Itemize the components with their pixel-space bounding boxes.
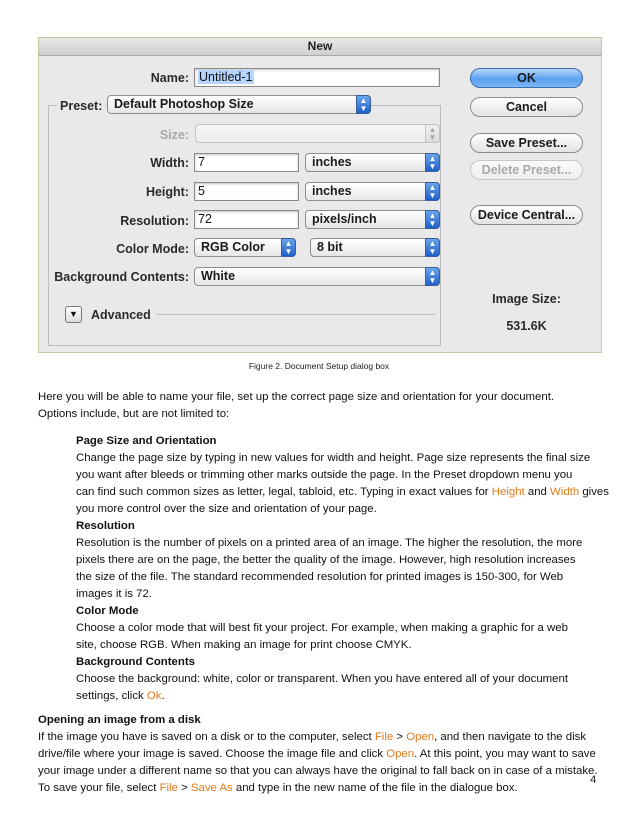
image-size-label: Image Size:: [492, 292, 561, 306]
device-central-button[interactable]: Device Central...: [470, 205, 583, 225]
gives-text: gives: [579, 486, 609, 498]
page-size-line: [76, 484, 609, 501]
advanced-divider: [157, 314, 435, 315]
color-mode-line: site, choose RGB. When making an image for print choose CMYK.: [76, 639, 412, 651]
color-mode-line: Choose a color mode that will best fit your project. For example, when making a graphic for a web: [76, 622, 568, 634]
period-text: .: [161, 690, 165, 702]
page-size-line: Change the page size by typing in new values for width and height. Page size represents the final size: [76, 452, 591, 464]
figure-caption: Figure 2. Document Setup dialog box: [248, 361, 390, 371]
size-label: Size:: [159, 128, 189, 142]
gt-text: >: [177, 782, 191, 794]
save-preset-button[interactable]: Save Preset...: [470, 133, 583, 153]
resolution-heading: Resolution: [76, 520, 135, 532]
preset-label: Preset:: [57, 99, 105, 113]
resolution-line: pixels there are on the page, the better the quality of the image. However, high resolution increases: [76, 554, 576, 566]
background-line: Choose the background: white, color or transparent. When you have entered all of your document: [76, 673, 568, 685]
page-size-text: can find such common sizes as letter, legal, tabloid, etc. Typing in exact values for: [76, 486, 492, 498]
size-select[interactable]: [195, 124, 440, 143]
updown-arrow-icon: ▲ ▼: [425, 153, 440, 172]
resolution-unit-select[interactable]: [305, 210, 440, 229]
width-label: Width:: [150, 156, 189, 170]
new-document-dialog: [38, 37, 602, 353]
color-mode-value: RGB Color: [201, 240, 265, 254]
bit-depth-select[interactable]: [310, 238, 440, 257]
resolution-unit-value: pixels/inch: [312, 212, 377, 226]
disclosure-triangle-icon[interactable]: ▼: [65, 306, 82, 323]
open-link: Open: [406, 731, 435, 743]
opening-text: If the image you have is saved on a disk or to the computer, select: [38, 731, 375, 743]
resolution-line: Resolution is the number of pixels on a printed area of an image. The higher the resolution, the more: [76, 537, 583, 549]
updown-arrow-icon: ▲ ▼: [281, 238, 296, 257]
resolution-line: images it is 72.: [76, 588, 152, 600]
updown-arrow-icon: ▲ ▼: [425, 267, 440, 286]
intro-line: Here you will be able to name your file, set up the correct page size and orientation for your document.: [38, 391, 555, 403]
and-text: and: [524, 486, 551, 498]
background-value: White: [201, 269, 236, 283]
delete-preset-button[interactable]: Delete Preset...: [470, 160, 583, 180]
opening-text: and type in the new name of the file in the dialogue box.: [232, 782, 518, 794]
dialog-title: New: [39, 38, 601, 56]
opening-text: drive/file where your image is saved. Choose the image file and click: [38, 748, 387, 760]
page-size-line: you want after bleeds or trimming other marks outside the page. In the Preset dropdown menu you: [76, 469, 573, 481]
color-mode-heading: Color Mode: [76, 605, 139, 617]
opening-line: [38, 780, 518, 797]
updown-arrow-icon: ▲ ▼: [425, 238, 440, 257]
save-as-link: Save As: [190, 782, 233, 794]
image-size-value: 531.6K: [506, 319, 547, 333]
opening-text: . At this point, you may want to save: [414, 748, 596, 760]
opening-text: To save your file, select: [38, 782, 160, 794]
width-unit-value: inches: [312, 155, 352, 169]
updown-arrow-icon: ▲ ▼: [425, 210, 440, 229]
height-unit-value: inches: [312, 184, 352, 198]
background-line: [76, 688, 165, 705]
preset-select[interactable]: [107, 95, 371, 114]
updown-arrow-icon: ▲ ▼: [425, 124, 440, 143]
gt-text: >: [393, 731, 407, 743]
background-heading: Background Contents: [76, 656, 195, 668]
file-link: File: [159, 782, 178, 794]
height-link: Height: [491, 486, 525, 498]
color-mode-label: Color Mode:: [116, 242, 189, 256]
opening-line: [38, 746, 596, 763]
cancel-button[interactable]: Cancel: [470, 97, 583, 117]
resolution-label: Resolution:: [120, 214, 189, 228]
updown-arrow-icon: ▲ ▼: [356, 95, 371, 114]
name-value: Untitled-1: [199, 70, 253, 84]
page-number: 4: [590, 774, 597, 786]
width-unit-select[interactable]: [305, 153, 440, 172]
width-input[interactable]: 7: [194, 153, 299, 172]
advanced-label: Advanced: [91, 308, 151, 322]
background-text: settings, click: [76, 690, 147, 702]
opening-heading: Opening an image from a disk: [38, 714, 201, 726]
name-input[interactable]: [194, 68, 440, 87]
intro-line: Options include, but are not limited to:: [38, 408, 230, 420]
bit-depth-value: 8 bit: [317, 240, 343, 254]
page-size-line: you more control over the size and orientation of your page.: [76, 503, 377, 515]
resolution-line: the size of the file. The standard recommended resolution for printed images is 150-300, for Web: [76, 571, 564, 583]
preset-value: Default Photoshop Size: [114, 97, 254, 111]
background-select[interactable]: [194, 267, 440, 286]
opening-text: , and then navigate to the disk: [434, 731, 587, 743]
height-input[interactable]: 5: [194, 182, 299, 201]
color-mode-select[interactable]: [194, 238, 296, 257]
page-size-heading: Page Size and Orientation: [76, 435, 217, 447]
opening-line: your image under a different name so that you can always have the original to fall back on in case of a mistake.: [38, 765, 598, 777]
height-label: Height:: [145, 185, 189, 199]
updown-arrow-icon: ▲ ▼: [425, 182, 440, 201]
ok-button[interactable]: OK: [470, 68, 583, 88]
name-label: Name:: [150, 71, 189, 85]
height-unit-select[interactable]: [305, 182, 440, 201]
width-link: Width: [550, 486, 580, 498]
ok-link: Ok: [146, 690, 162, 702]
opening-line: [38, 729, 586, 746]
resolution-input[interactable]: 72: [194, 210, 299, 229]
open-link: Open: [386, 748, 415, 760]
background-label: Background Contents:: [54, 270, 189, 284]
file-link: File: [374, 731, 394, 743]
